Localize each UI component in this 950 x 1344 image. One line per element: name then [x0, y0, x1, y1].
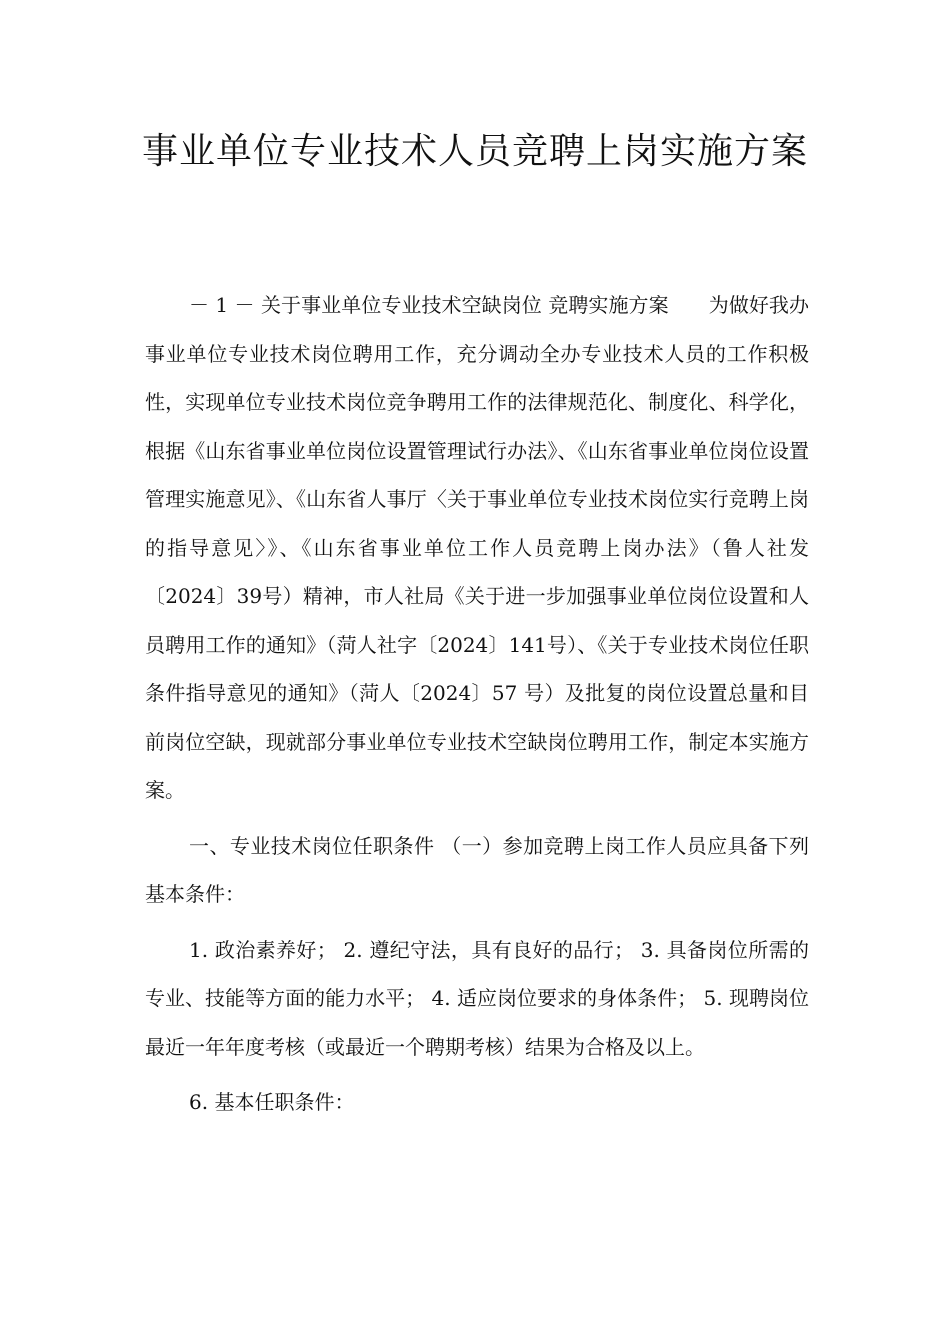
- paragraph-basic-conditions: 1. 政治素养好； 2. 遵纪守法，具有良好的品行； 3. 具备岗位所需的专业、技能等方面的能力水平； 4. 适应岗位要求的身体条件； 5. 现聘岗位最近一年年度考核（或最近一个聘期考核）结果为合格及以上。: [145, 937, 809, 1059]
- paragraph-section-one: 一、专业技术岗位任职条件 （一）参加竞聘上岗工作人员应具备下列基本条件：: [145, 833, 809, 906]
- paragraph-intro: － 1 － 关于事业单位专业技术空缺岗位 竞聘实施方案 为做好我办事业单位专业技术岗位聘用工作，充分调动全办专业技术人员的工作积极性，实现单位专业技术岗位竞争聘用工作的法律规范化、制度化、科学化，根据《山东省事业单位岗位设置管理试行办法》、《山东省事业单位岗位设置管理实施意见》、《山东省人事厅〈关于事业单位专业技术岗位实行竞聘上岗的指导意见〉》、《山东省事业单位工作人员竞聘上岗办法》（鲁人社发〔2024〕39号）精神，市人社局《关于进一步加强事业单位岗位设置和人员聘用工作的通知》（菏人社字〔2024〕141号）、《关于专业技术岗位任职条件指导意见的通知》（菏人〔2024〕57 号）及批复的岗位设置总量和目前岗位空缺，现就部分事业单位专业技术空缺岗位聘用工作，制定本实施方案。: [145, 293, 809, 802]
- document-title: 事业单位专业技术人员竞聘上岗实施方案: [141, 131, 808, 172]
- document-body: [145, 281, 809, 1127]
- paragraph-item-six: 6. 基本任职条件：: [189, 1090, 355, 1114]
